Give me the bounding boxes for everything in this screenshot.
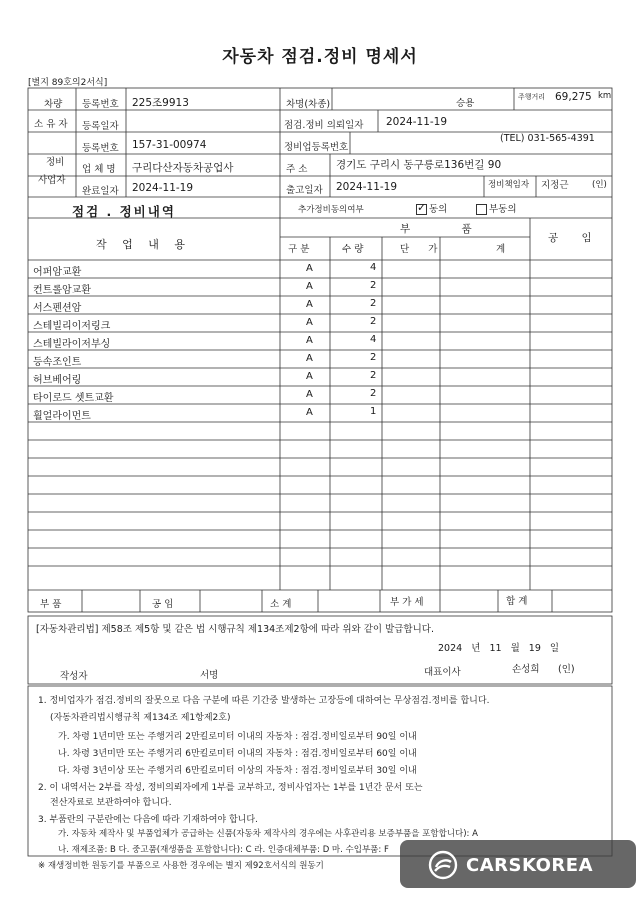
model-value: 승용 (456, 98, 475, 109)
item-category: A (306, 281, 313, 292)
biz-no-value: 157-31-00974 (132, 139, 207, 151)
item-name: 스테빌리이저링크 (33, 321, 111, 332)
item-name: 서스펜션암 (33, 303, 82, 314)
address-value: 경기도 구리시 동구릉로136번길 90 (336, 159, 502, 171)
item-category: A (306, 263, 313, 274)
item-category: A (306, 353, 313, 364)
mileage-unit: km (598, 91, 612, 101)
item-quantity: 2 (370, 298, 377, 309)
item-quantity: 2 (370, 316, 377, 327)
shop-reg-label: 정비업등록번호 (284, 142, 349, 153)
col-category: 구 분 (288, 244, 310, 255)
request-date-label: 점검.정비 의뢰일자 (284, 120, 364, 131)
author-sign: 서명 (200, 670, 219, 681)
item-quantity: 4 (370, 334, 377, 345)
item-name: 어퍼암교환 (33, 267, 82, 278)
shop-label-1: 정비 (46, 157, 65, 168)
item-category: A (306, 371, 313, 382)
note-2: 2. 이 내역서는 2부를 작성, 정비의뢰자에게 1부를 교부하고, 정비사업자는 1부를 1년간 문서 또는 (38, 783, 423, 793)
item-quantity: 2 (370, 388, 377, 399)
ceo-name: 손성희 (512, 664, 540, 675)
col-total: 계 (496, 244, 506, 255)
out-date-value: 2024-11-19 (336, 181, 398, 193)
reg-date-label: 등록일자 (82, 121, 119, 132)
note-3: 3. 부품란의 구분란에는 다음에 따라 기재하여야 합니다. (38, 815, 258, 825)
item-quantity: 2 (370, 352, 377, 363)
shop-name-label: 업 체 명 (82, 164, 116, 175)
section-heading: 점검 . 정비내역 (72, 204, 176, 219)
item-name: 타이로드 셋트교환 (33, 393, 114, 404)
mileage-label: 주행거리 (518, 93, 546, 101)
owner-label: 소 유 자 (34, 119, 68, 130)
note-1-da: 다. 차령 3년이상 또는 주행거리 6만킬로미터 이상의 자동차 : 점검.정비일로부터 30일 이내 (58, 766, 417, 776)
note-1-na: 나. 차령 3년미만 또는 주행거리 6만킬로미터 이내의 자동차 : 점검.정비일로부터 60일 이내 (58, 749, 417, 759)
address-label: 주 소 (286, 164, 308, 175)
labor-header: 공 임 (548, 232, 602, 244)
item-quantity: 4 (370, 262, 377, 273)
item-quantity: 1 (370, 406, 377, 417)
col-unit-price: 단 가 (400, 244, 446, 255)
done-date-value: 2024-11-19 (132, 182, 194, 194)
subtotal-label: 소 계 (270, 599, 292, 610)
col-quantity: 수 량 (342, 244, 364, 255)
law-statement: [자동차관리법] 제58조 제5항 및 같은 법 시행규칙 제134조제2항에 따라 위와 같이 발급합니다. (36, 624, 434, 635)
parts-header: 부 품 (400, 223, 496, 235)
note-remark: ※ 재생정비한 원동기를 부품으로 사용한 경우에는 별지 제92호서식의 원동기 (38, 861, 324, 871)
mileage-value: 69,275 (555, 91, 592, 103)
shop-name-value: 구리다산자동차공업사 (132, 162, 234, 174)
item-category: A (306, 335, 313, 346)
item-quantity: 2 (370, 370, 377, 381)
manager-value: 지정근 (541, 180, 569, 191)
item-name: 스테빌라이저부싱 (33, 339, 111, 350)
manager-seal: (인) (592, 180, 607, 190)
ceo-seal: (인) (558, 664, 575, 675)
reg-no-value: 225조9913 (132, 97, 189, 109)
author-label: 작성자 (60, 671, 88, 682)
done-date-label: 완료일자 (82, 186, 119, 197)
item-category: A (306, 317, 313, 328)
item-category: A (306, 389, 313, 400)
item-quantity: 2 (370, 280, 377, 291)
page-title: 자동차 점검.정비 명세서 (222, 47, 418, 67)
shop-label-2: 사업자 (38, 175, 66, 186)
agree-checkbox[interactable] (416, 204, 427, 215)
item-name: 등속조인트 (33, 357, 82, 368)
sum-label: 합 계 (506, 596, 528, 607)
note-3-ga: 가. 자동차 제작사 및 부품업체가 공급하는 신품(자동차 제작사의 경우에는 사후관리용 보증부품을 포함합니다): A (58, 829, 478, 839)
note-1-ref: (자동차관리법시행규칙 제134조 제1항제2호) (50, 713, 231, 723)
form-number: [별지 89호의2서식] (28, 78, 108, 88)
shop-tel: (TEL) 031-565-4391 (500, 133, 595, 144)
vat-label: 부 가 세 (390, 597, 424, 608)
request-date-value: 2024-11-19 (386, 116, 448, 128)
note-1: 1. 정비업자가 점검.정비의 잘못으로 다음 구분에 따른 기간중 발생하는 고장등에 대하여는 무상점검.정비를 합니다. (38, 696, 490, 706)
biz-no-label: 등록번호 (82, 143, 119, 154)
disagree-checkbox[interactable] (476, 204, 487, 215)
consent-agree[interactable]: ✓ 동의 (416, 201, 447, 215)
total-parts-label: 부 품 (40, 599, 62, 610)
consent-disagree[interactable]: 부동의 (476, 201, 517, 215)
ceo-label: 대표이사 (424, 667, 461, 678)
carskorea-logo-icon (428, 850, 458, 880)
reg-no-label: 등록번호 (82, 99, 119, 110)
model-label: 차명(차종) (286, 99, 331, 110)
work-header: 작 업 내 용 (96, 238, 191, 251)
note-1-ga: 가. 차령 1년미만 또는 주행거리 2만킬로미터 이내의 자동차 : 점검.정비일로부터 90일 이내 (58, 732, 417, 742)
watermark-text: CARSKOREA (466, 855, 593, 876)
item-name: 휠얼라이먼트 (33, 411, 91, 422)
item-name: 컨트롤암교환 (33, 285, 91, 296)
out-date-label: 출고일자 (286, 185, 323, 196)
issue-date: 2024 년 11 월 19 일 (438, 643, 560, 654)
item-category: A (306, 299, 313, 310)
item-category: A (306, 407, 313, 418)
note-3-na: 나. 재제조품: B 다. 중고품(재생품을 포함합니다): C 라. 인증대체부품: D 마. 수입부품: F (58, 845, 389, 855)
manager-label: 정비책임자 (488, 180, 530, 190)
extra-consent-label: 추가정비동의여부 (298, 205, 364, 215)
note-2-cont: 전산자료로 보관하여야 합니다. (50, 798, 172, 808)
car-label: 차량 (44, 99, 63, 110)
item-name: 허브베어링 (33, 375, 82, 386)
total-labor-label: 공 임 (152, 599, 174, 610)
